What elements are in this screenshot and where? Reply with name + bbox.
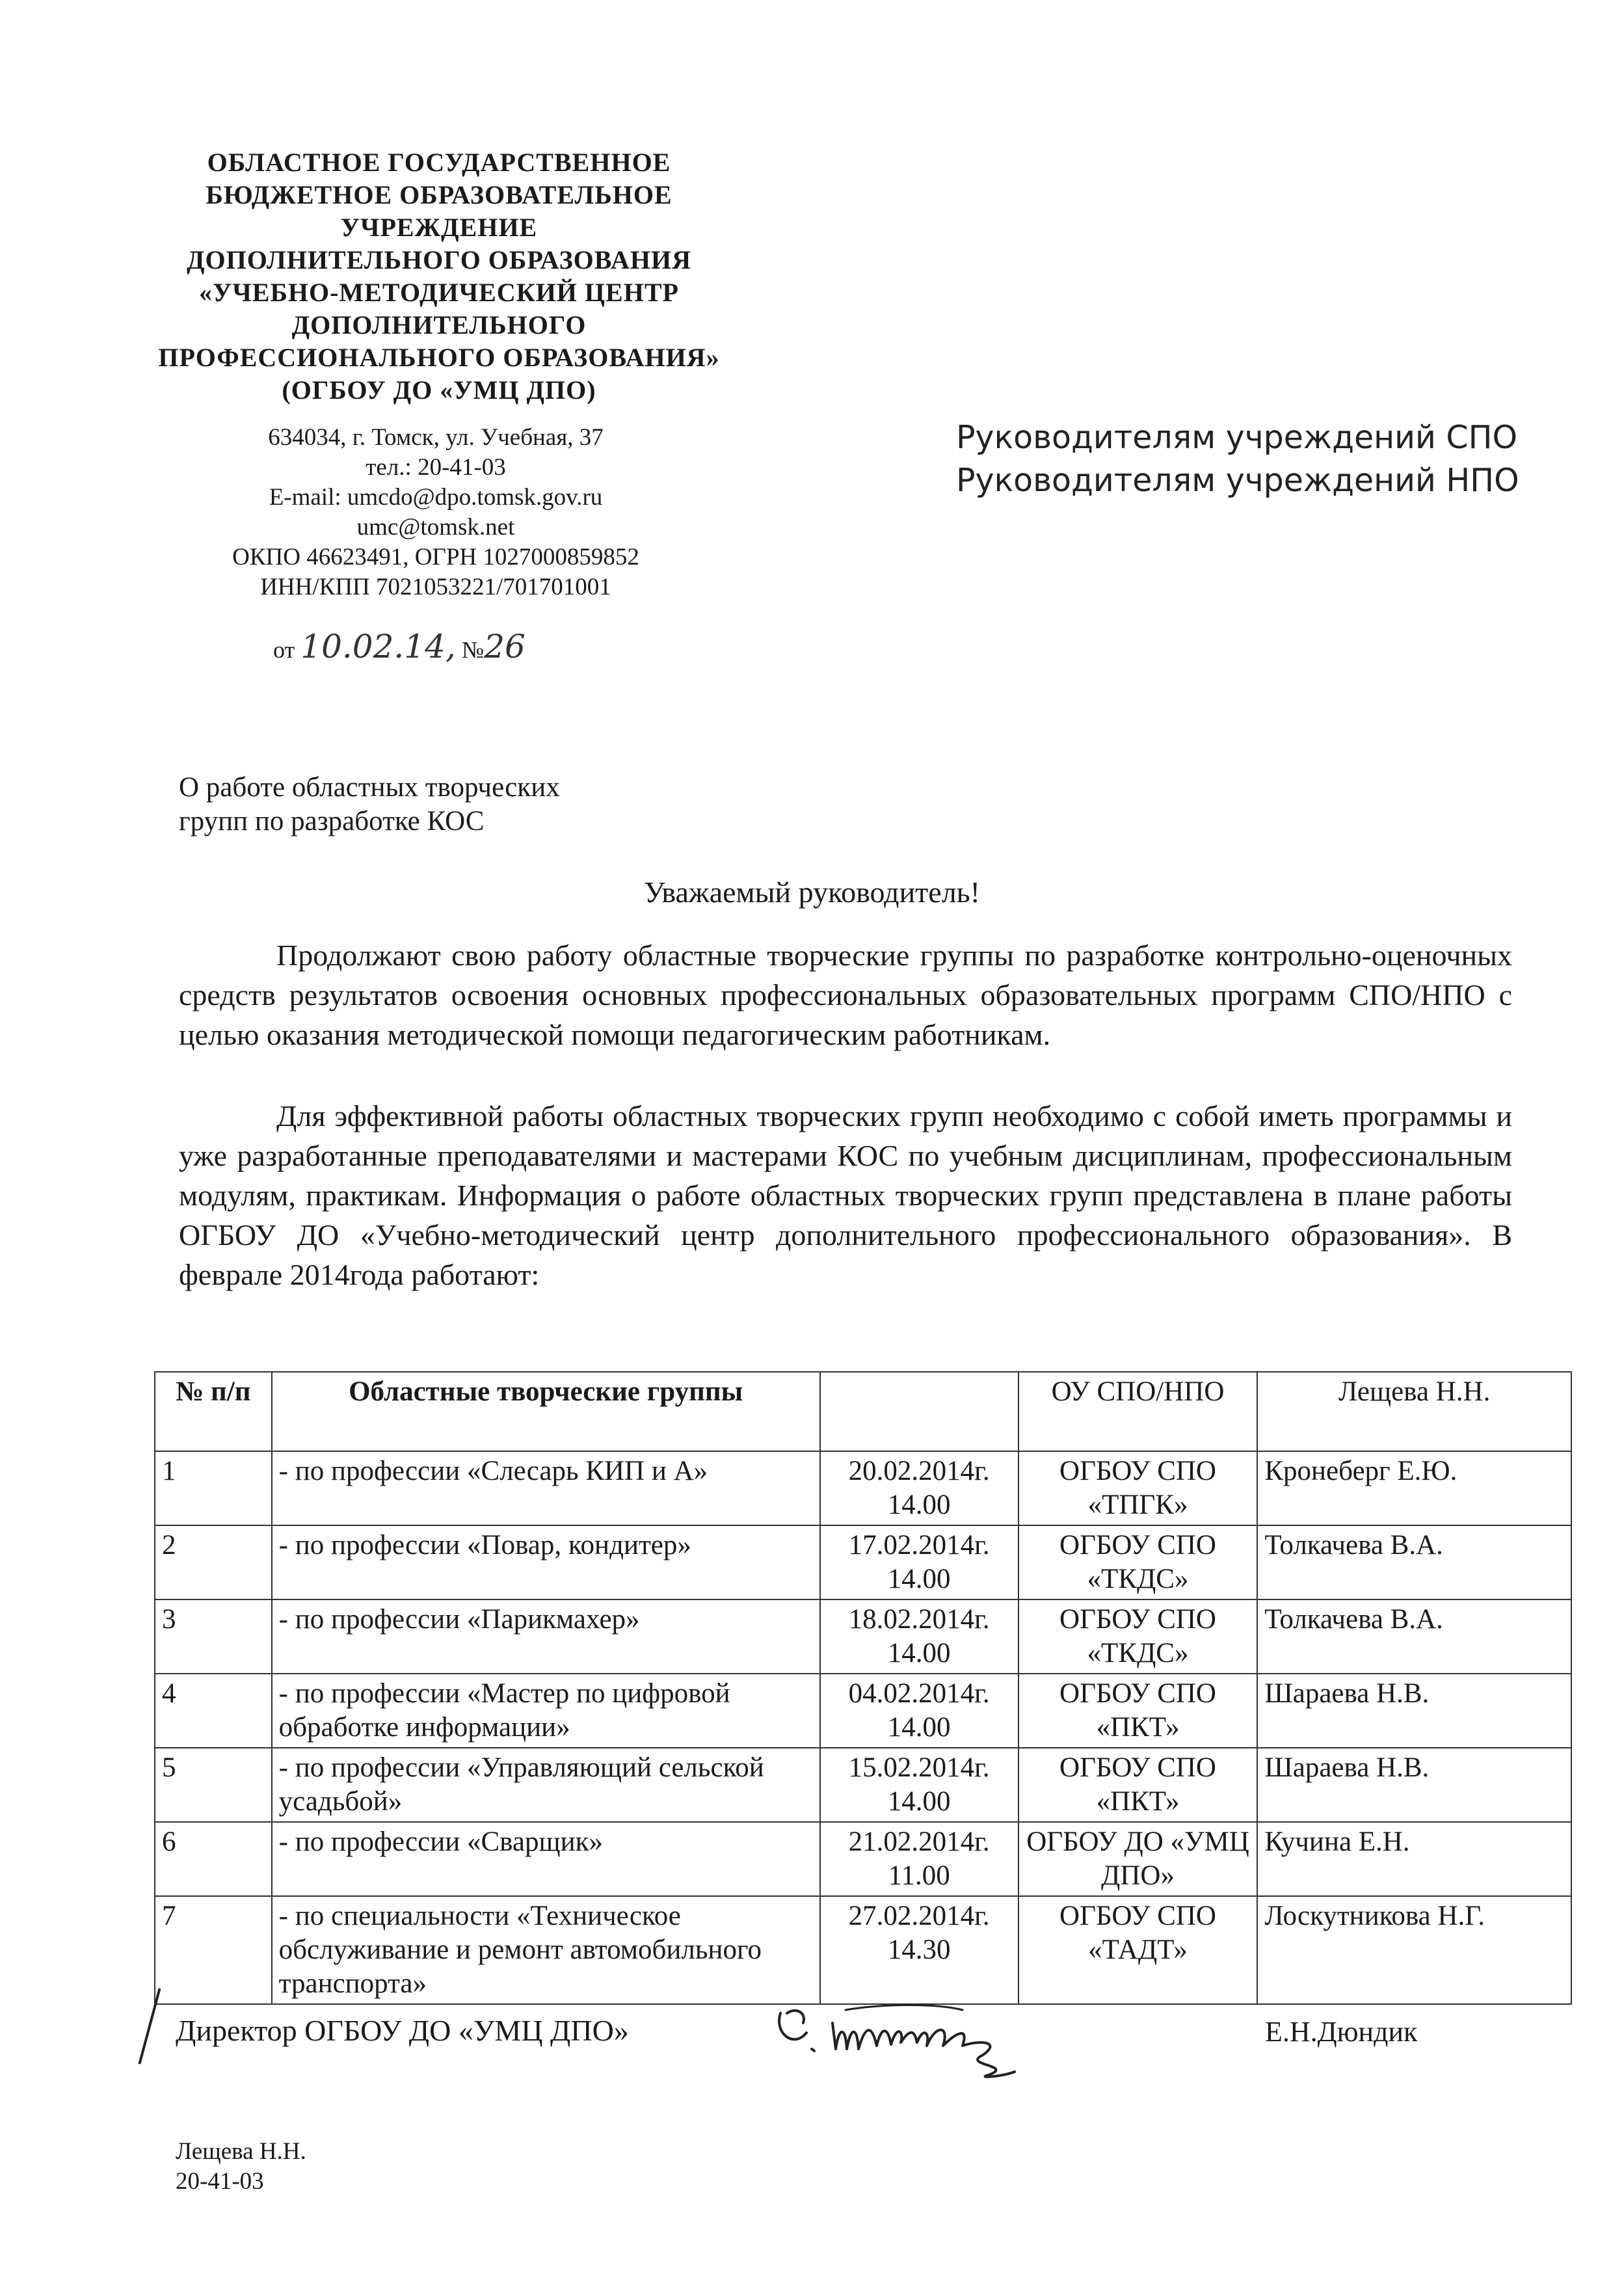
letter-subject xyxy=(179,771,560,838)
table-row xyxy=(155,1525,1571,1600)
row-person: Шараева Н.В. xyxy=(1257,1674,1571,1748)
table-row xyxy=(155,1822,1571,1896)
row-number: 7 xyxy=(155,1896,272,2004)
org-line: ДОПОЛНИТЕЛЬНОГО xyxy=(291,310,587,340)
executor-info xyxy=(176,2137,306,2197)
row-person: Лоскутникова Н.Г. xyxy=(1257,1896,1571,2004)
subject-line: О работе областных творческих xyxy=(179,772,560,803)
row-group: - по профессии «Слесарь КИП и А» xyxy=(272,1451,820,1525)
org-line: БЮДЖЕТНОЕ ОБРАЗОВАТЕЛЬНОЕ xyxy=(206,180,672,209)
organization-name xyxy=(130,146,748,407)
org-line: УЧРЕЖДЕНИЕ xyxy=(340,213,538,242)
addressee xyxy=(956,416,1519,502)
document-reference: от 10.02.14, №26 xyxy=(273,628,526,665)
header-number: № п/п xyxy=(155,1372,272,1451)
row-number: 5 xyxy=(155,1748,272,1822)
header-person: Лещева Н.Н. xyxy=(1257,1372,1571,1451)
ref-number-sign: № xyxy=(461,637,485,663)
row-number: 1 xyxy=(155,1451,272,1525)
handwritten-signature xyxy=(767,1987,1067,2078)
phone-line: тел.: 20-41-03 xyxy=(366,454,506,481)
org-line: ДОПОЛНИТЕЛЬНОГО ОБРАЗОВАНИЯ xyxy=(187,245,691,274)
ref-number: 26 xyxy=(484,628,526,665)
subject-line: групп по разработке КОС xyxy=(179,806,485,837)
row-institution: ОГБОУ СПО «ТПГК» xyxy=(1018,1451,1258,1525)
row-number: 4 xyxy=(155,1674,272,1748)
inn-kpp-line: ИНН/КПП 7021053221/701701001 xyxy=(260,574,611,600)
org-line: (ОГБОУ ДО «УМЦ ДПО) xyxy=(282,375,596,405)
org-line: «УЧЕБНО-МЕТОДИЧЕСКИЙ ЦЕНТР xyxy=(199,278,679,307)
row-datetime: 15.02.2014г. 14.00 xyxy=(820,1748,1018,1822)
row-datetime: 18.02.2014г. 14.00 xyxy=(820,1600,1018,1674)
executor-name: Лещева Н.Н. xyxy=(176,2138,306,2165)
email-line: E-mail: umcdo@dpo.tomsk.gov.ru xyxy=(269,484,603,511)
row-person: Толкачева В.А. xyxy=(1257,1600,1571,1674)
row-group: - по специальности «Техническое обслуживание и ремонт автомобильного транспорта» xyxy=(272,1896,820,2004)
row-datetime: 27.02.2014г. 14.30 xyxy=(820,1896,1018,2004)
row-person: Кучина Е.Н. xyxy=(1257,1822,1571,1896)
greeting: Уважаемый руководитель! xyxy=(644,876,980,909)
header-datetime xyxy=(820,1372,1018,1451)
email-line-2: umc@tomsk.net xyxy=(356,514,515,541)
okpo-ogrn-line: ОКПО 46623491, ОГРН 1027000859852 xyxy=(232,544,639,570)
row-datetime: 20.02.2014г. 14.00 xyxy=(820,1451,1018,1525)
groups-table xyxy=(154,1371,1572,2005)
executor-phone: 20-41-03 xyxy=(176,2168,264,2195)
org-line: ПРОФЕССИОНАЛЬНОГО ОБРАЗОВАНИЯ» xyxy=(158,343,720,372)
addressee-line: Руководителям учреждений СПО xyxy=(956,419,1518,456)
director-title: Директор ОГБОУ ДО «УМЦ ДПО» xyxy=(176,2014,629,2047)
row-group: - по профессии «Повар, кондитер» xyxy=(272,1525,820,1600)
director-name: Е.Н.Дюндик xyxy=(1265,2016,1418,2048)
address-line: 634034, г. Томск, ул. Учебная, 37 xyxy=(268,424,604,451)
org-line: ОБЛАСТНОЕ ГОСУДАРСТВЕННОЕ xyxy=(207,148,671,177)
row-person: Кронеберг Е.Ю. xyxy=(1257,1451,1571,1525)
row-datetime: 21.02.2014г. 11.00 xyxy=(820,1822,1018,1896)
row-datetime: 17.02.2014г. 14.00 xyxy=(820,1525,1018,1600)
row-group: - по профессии «Сварщик» xyxy=(272,1822,820,1896)
row-group: - по профессии «Мастер по цифровой обработке информации» xyxy=(272,1674,820,1748)
table-row xyxy=(155,1451,1571,1525)
table-row xyxy=(155,1600,1571,1674)
ref-prefix: от xyxy=(273,637,295,663)
row-number: 2 xyxy=(155,1525,272,1600)
ref-date: 10.02.14 xyxy=(300,628,446,665)
table-header-row xyxy=(155,1372,1571,1451)
row-group: - по профессии «Управляющий сельской усадьбой» xyxy=(272,1748,820,1822)
row-person: Шараева Н.В. xyxy=(1257,1748,1571,1822)
row-institution: ОГБОУ СПО «ПКТ» xyxy=(1018,1748,1258,1822)
contact-details xyxy=(182,423,689,602)
row-person: Толкачева В.А. xyxy=(1257,1525,1571,1600)
margin-pen-mark xyxy=(139,1988,161,2065)
table-row xyxy=(155,1674,1571,1748)
body-paragraph: Продолжают свою работу областные творческие группы по разработке контрольно-оценочных средств результатов освоения основных профессиональных образовательных программ СПО/НПО с целью оказания методической помощи педагогическим работникам. xyxy=(179,939,1512,1051)
row-group: - по профессии «Парикмахер» xyxy=(272,1600,820,1674)
row-number: 3 xyxy=(155,1600,272,1674)
row-datetime: 04.02.2014г. 14.00 xyxy=(820,1674,1018,1748)
table-row xyxy=(155,1748,1571,1822)
row-institution: ОГБОУ СПО «ТАДТ» xyxy=(1018,1896,1258,2004)
row-institution: ОГБОУ СПО «ПКТ» xyxy=(1018,1674,1258,1748)
body-paragraph: Для эффективной работы областных творческих групп необходимо с собой иметь программы и уже разработанные преподавателями и мастерами КОС по учебным дисциплинам, профессиональным модулям, практикам. Информация о работе областных творческих групп представлена в плане работы ОГБОУ ДО «Учебно-методический центр дополнительного профессионального образования». В феврале 2014года работают: xyxy=(179,1099,1512,1291)
row-institution: ОГБОУ СПО «ТКДС» xyxy=(1018,1525,1258,1600)
header-groups: Областные творческие группы xyxy=(272,1372,820,1451)
addressee-line: Руководителям учреждений НПО xyxy=(956,462,1519,499)
header-institution: ОУ СПО/НПО xyxy=(1018,1372,1258,1451)
row-institution: ОГБОУ ДО «УМЦ ДПО» xyxy=(1018,1822,1258,1896)
row-institution: ОГБОУ СПО «ТКДС» xyxy=(1018,1600,1258,1674)
row-number: 6 xyxy=(155,1822,272,1896)
